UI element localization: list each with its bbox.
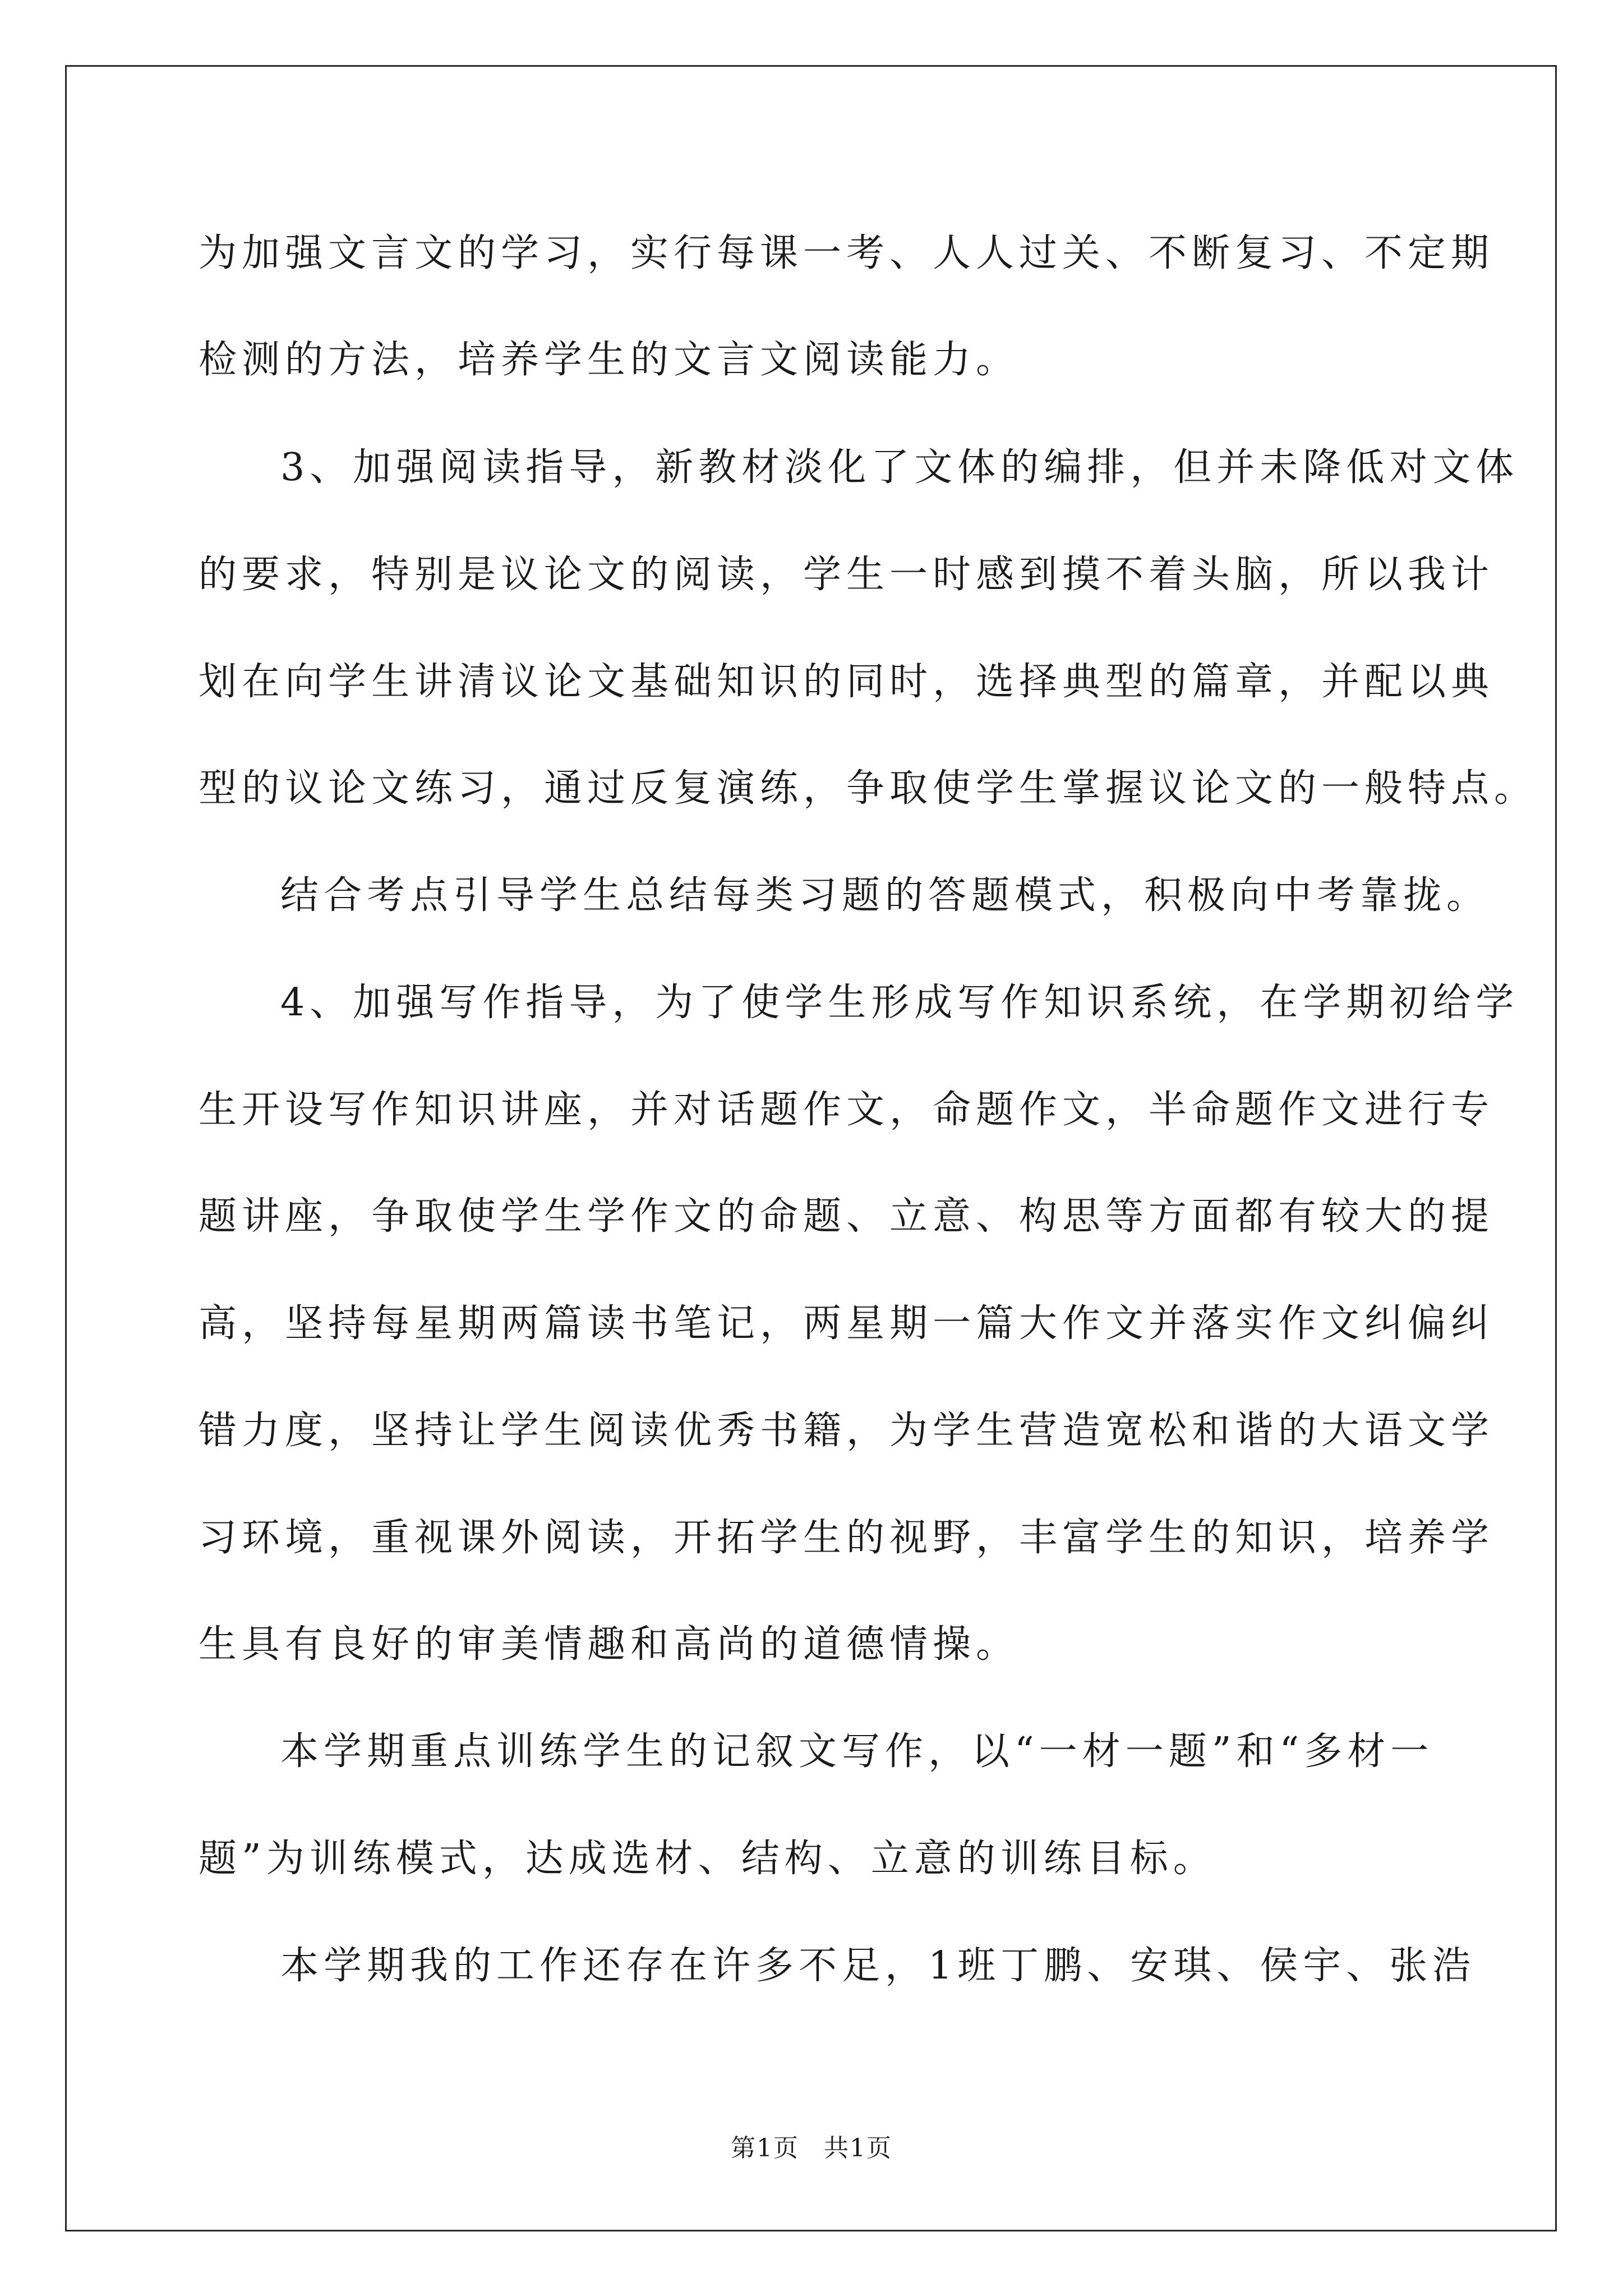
text-line: 题讲座，争取使学生学作文的命题、立意、构思等方面都有较大的提 <box>199 1194 1495 1239</box>
text-line: 错力度，坚持让学生阅读优秀书籍，为学生营造宽松和谐的大语文学 <box>199 1409 1495 1453</box>
page-footer <box>0 2132 1623 2165</box>
text-line: 本学期我的工作还存在许多不足，1班丁鹏、安琪、侯宇、张浩 <box>280 1944 1476 1988</box>
text-line: 结合考点引导学生总结每类习题的答题模式，积极向中考靠拢。 <box>280 873 1490 918</box>
text-line: 划在向学生讲清议论文基础知识的同时，选择典型的篇章，并配以典 <box>199 660 1495 704</box>
text-line: 型的议论文练习，通过反复演练，争取使学生掌握议论文的一般特点。 <box>199 766 1538 811</box>
text-line: 习环境，重视课外阅读，开拓学生的视野，丰富学生的知识，培养学 <box>199 1516 1495 1560</box>
text-line: 生具有良好的审美情趣和高尚的道德情操。 <box>199 1622 1020 1667</box>
text-line: 3、加强阅读指导，新教材淡化了文体的编排，但并未降低对文体 <box>280 445 1519 490</box>
text-line: 题”为训练模式，达成选材、结构、立意的训练目标。 <box>199 1837 1216 1881</box>
page-number: 第1页 <box>731 2134 799 2162</box>
text-line: 4、加强写作指导，为了使学生形成写作知识系统，在学期初给学 <box>280 981 1519 1025</box>
text-line: 生开设写作知识讲座，并对话题作文，命题作文，半命题作文进行专 <box>199 1088 1495 1132</box>
text-line: 高，坚持每星期两篇读书笔记，两星期一篇大作文并落实作文纠偏纠 <box>199 1301 1495 1346</box>
page-border <box>65 65 1557 2231</box>
page-total: 共1页 <box>824 2134 892 2162</box>
text-line: 检测的方法，培养学生的文言文阅读能力。 <box>199 338 1020 382</box>
text-line: 为加强文言文的学习，实行每课一考、人人过关、不断复习、不定期 <box>199 231 1495 275</box>
text-line: 本学期重点训练学生的记叙文写作，以“一材一题”和“多材一 <box>280 1729 1434 1774</box>
text-line: 的要求，特别是议论文的阅读，学生一时感到摸不着头脑，所以我计 <box>199 553 1495 597</box>
